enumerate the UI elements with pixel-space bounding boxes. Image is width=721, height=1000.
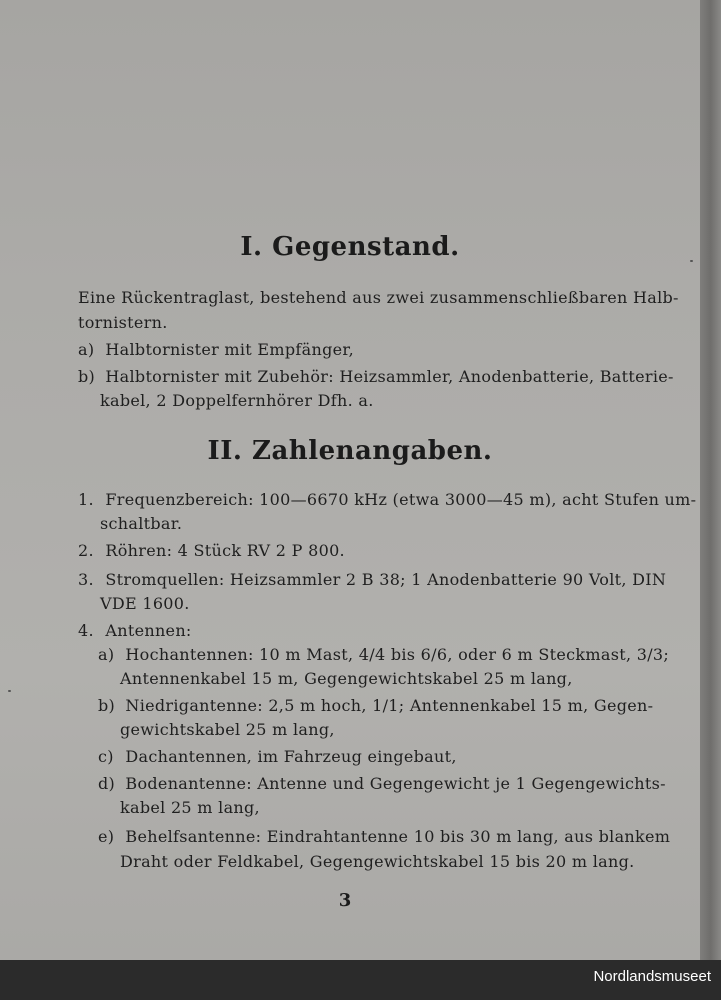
numbered-item-2 — [78, 541, 345, 560]
antenna-item-b-continuation: gewichtskabel 25 m lang, — [120, 720, 335, 739]
list-text: Dachantennen, im Fahrzeug eingebaut, — [125, 747, 457, 766]
numbered-item-1 — [78, 490, 696, 509]
list-label: e) — [98, 827, 115, 846]
antenna-item-d-continuation: kabel 25 m lang, — [120, 798, 260, 817]
antenna-item-a-continuation: Antennenkabel 15 m, Gegengewichtskabel 25 m lang, — [120, 669, 573, 688]
section-heading-gegenstand: I. Gegenstand. — [240, 232, 460, 262]
list-text: Halbtornister mit Zubehör: Heizsammler, Anodenbatterie, Batterie- — [105, 367, 674, 386]
paper-speck — [8, 690, 11, 692]
list-item-b — [78, 367, 674, 386]
antenna-item-e-continuation: Draht oder Feldkabel, Gegengewichtskabel 15 bis 20 m lang. — [120, 852, 635, 871]
antenna-item-c — [98, 747, 457, 766]
list-label: b) — [78, 367, 96, 386]
list-label: c) — [98, 747, 114, 766]
list-label: d) — [98, 774, 116, 793]
list-text: Niedrigantenne: 2,5 m hoch, 1/1; Antennenkabel 15 m, Gegen- — [125, 696, 654, 715]
numbered-item-1-continuation: schaltbar. — [100, 514, 183, 533]
antenna-item-e — [98, 827, 670, 846]
list-text: Röhren: 4 Stück RV 2 P 800. — [105, 541, 345, 560]
list-item-a — [78, 340, 354, 359]
list-label: a) — [98, 645, 115, 664]
page-number: 3 — [338, 890, 352, 911]
intro-line-1: Eine Rückentraglast, bestehend aus zwei zusammenschließbaren Halb- — [78, 288, 679, 307]
paper-speck — [690, 260, 693, 262]
list-text: Halbtornister mit Empfänger, — [105, 340, 354, 359]
numbered-item-3 — [78, 570, 666, 589]
list-text: Stromquellen: Heizsammler 2 B 38; 1 Anodenbatterie 90 Volt, DIN — [105, 570, 667, 589]
intro-line-2: tornistern. — [78, 313, 168, 332]
numbered-item-4 — [78, 621, 192, 640]
list-label: 4. — [78, 621, 94, 640]
section-heading-zahlenangaben: II. Zahlenangaben. — [207, 436, 493, 466]
antenna-item-b — [98, 696, 653, 715]
numbered-item-3-continuation: VDE 1600. — [100, 594, 190, 613]
list-text: Bodenantenne: Antenne und Gegengewicht je 1 Gegengewichts- — [125, 774, 666, 793]
list-label: 1. — [78, 490, 94, 509]
list-label: b) — [98, 696, 116, 715]
list-label: a) — [78, 340, 95, 359]
list-text: Antennen: — [105, 621, 192, 640]
list-item-b-continuation: kabel, 2 Doppelfernhörer Dfh. a. — [100, 391, 374, 410]
list-label: 3. — [78, 570, 94, 589]
page-edge-shadow — [700, 0, 721, 960]
antenna-item-d — [98, 774, 666, 793]
list-text: Frequenzbereich: 100—6670 kHz (etwa 3000—45 m), acht Stufen um- — [105, 490, 697, 509]
museum-watermark: Nordlandsmuseet — [593, 968, 711, 985]
list-text: Behelfsantenne: Eindrahtantenne 10 bis 30 m lang, aus blankem — [125, 827, 671, 846]
antenna-item-a — [98, 645, 669, 664]
list-label: 2. — [78, 541, 94, 560]
list-text: Hochantennen: 10 m Mast, 4/4 bis 6/6, oder 6 m Steckmast, 3/3; — [125, 645, 670, 664]
